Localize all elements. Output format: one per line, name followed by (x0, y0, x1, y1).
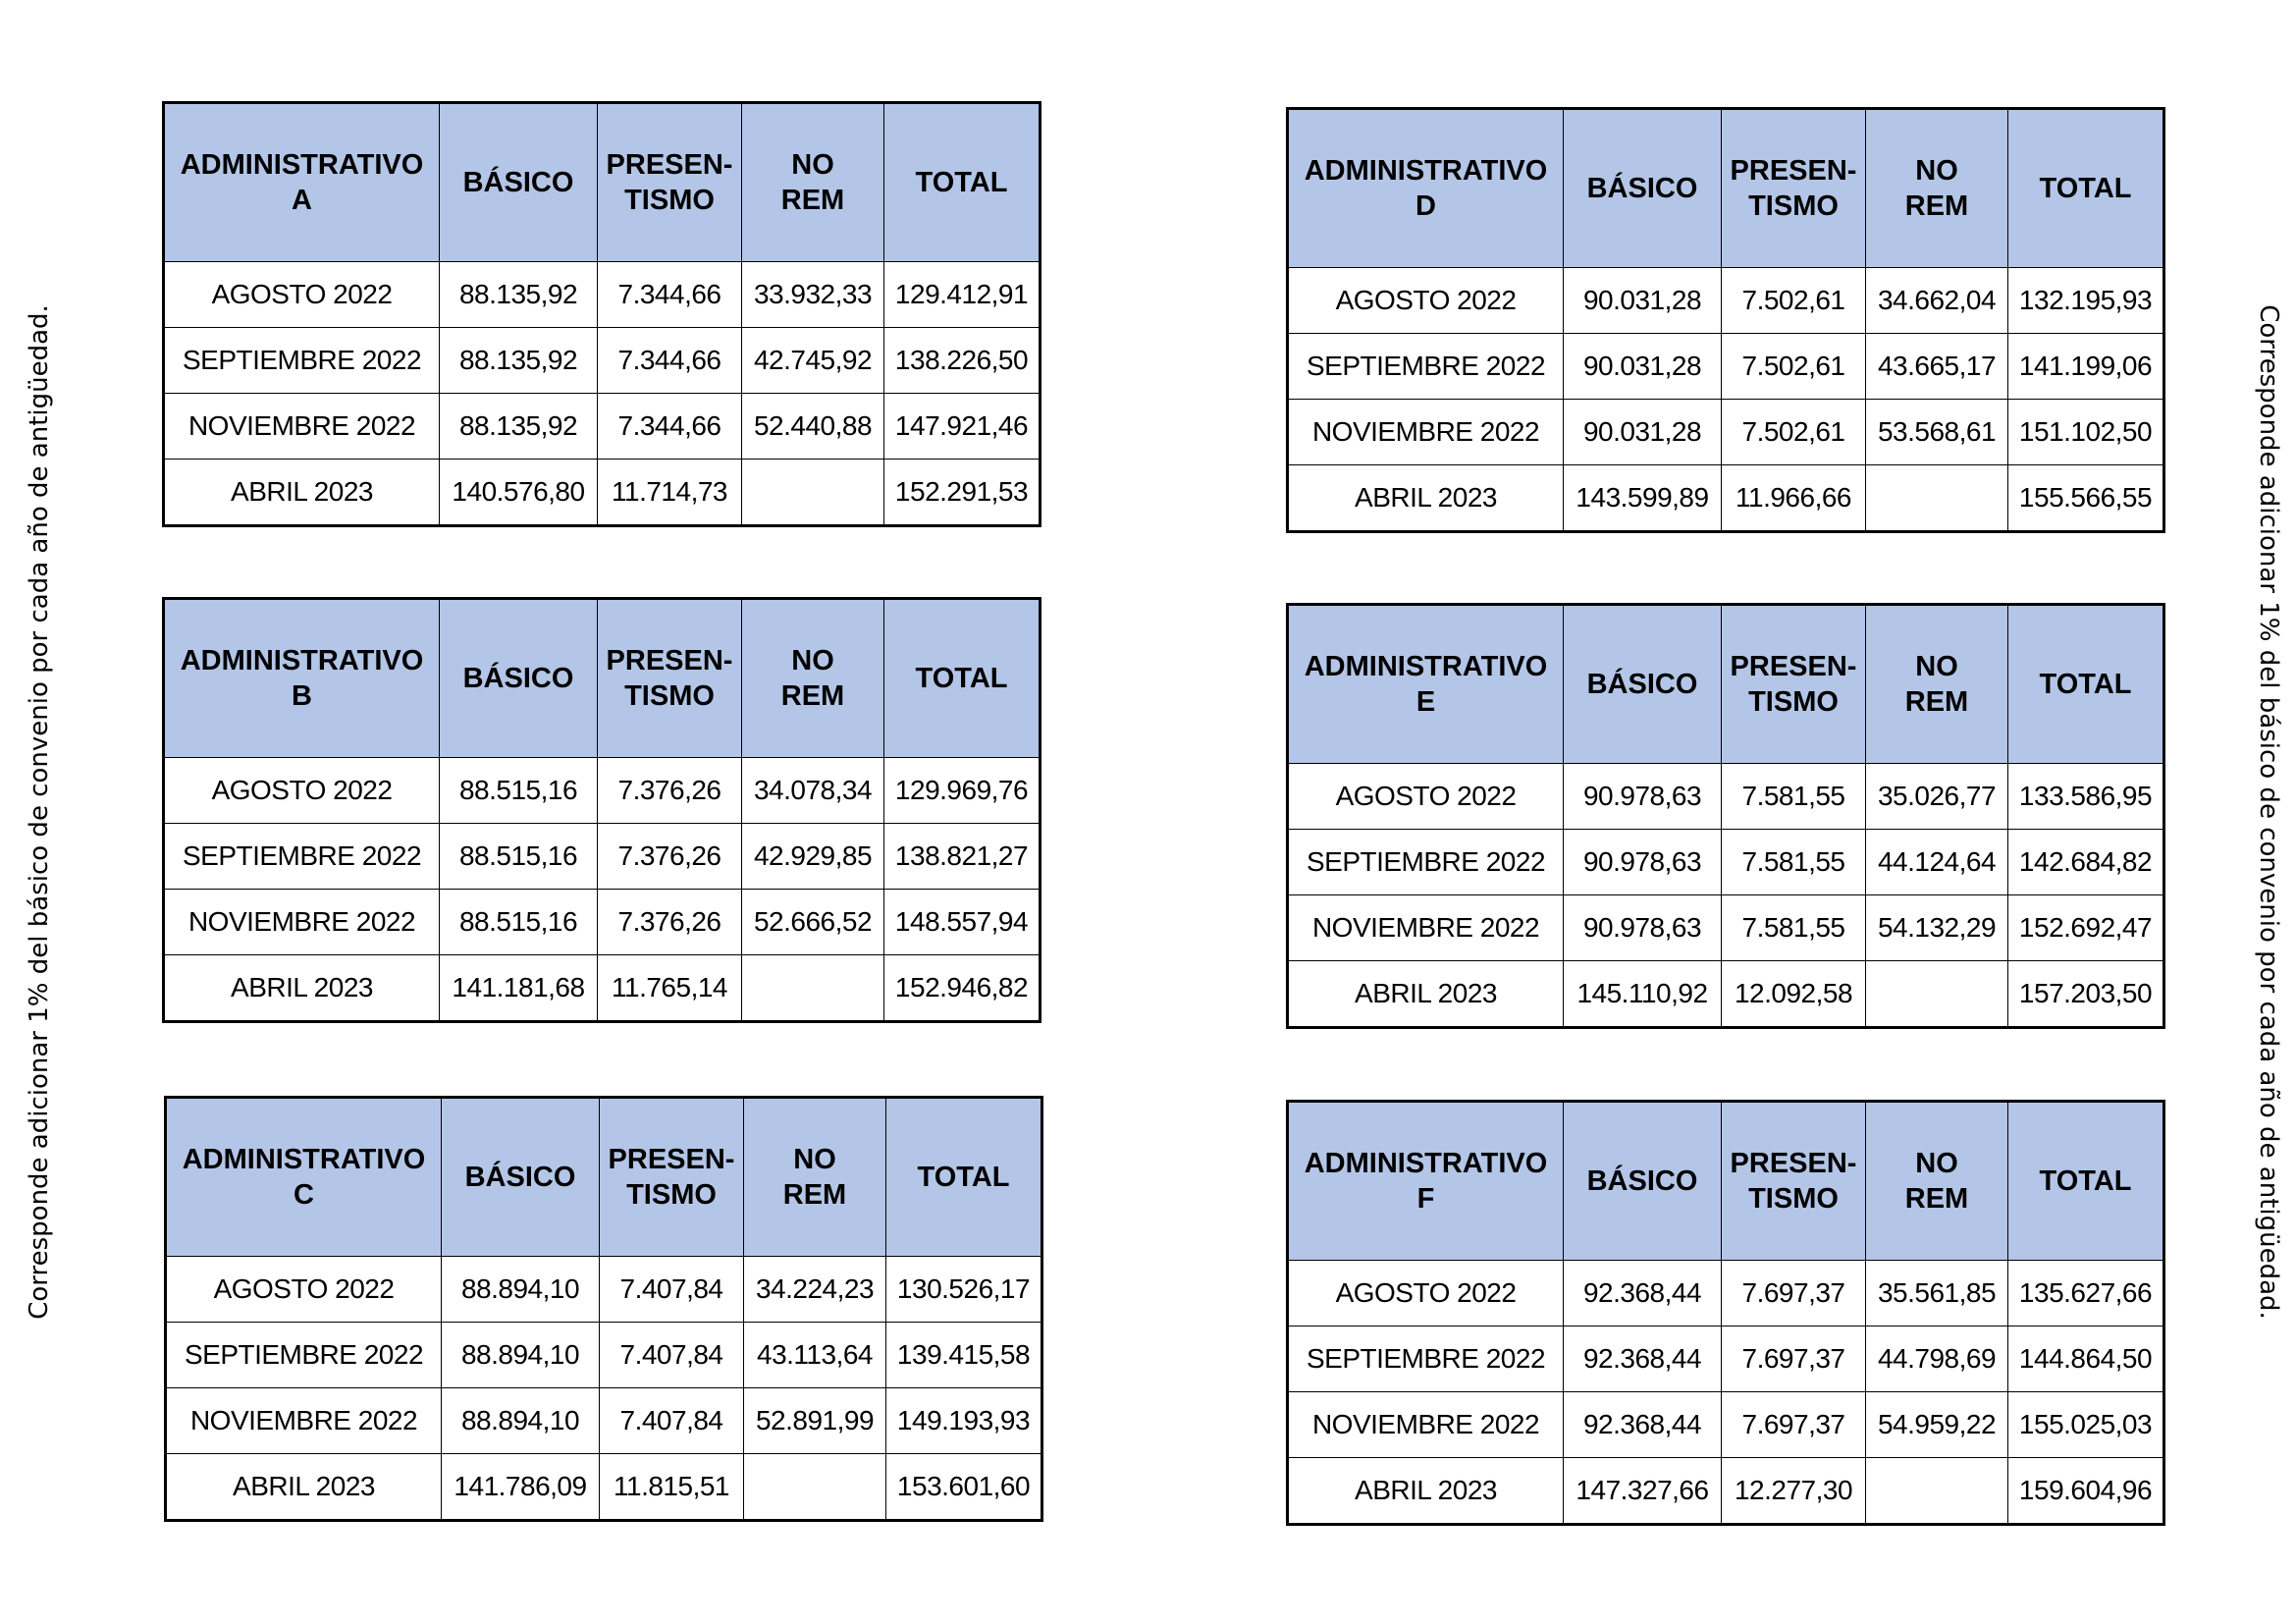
cell-no-rem (1866, 961, 2008, 1028)
header-total: TOTAL (2008, 1102, 2164, 1261)
cell-total: 135.627,66 (2008, 1261, 2164, 1326)
header-no-rem (1866, 1102, 2008, 1261)
cell-total: 152.946,82 (884, 955, 1041, 1022)
header-basico: BÁSICO (1564, 109, 1722, 268)
cell-no-rem: 44.124,64 (1866, 830, 2008, 895)
cell-basico: 88.894,10 (442, 1257, 600, 1323)
header-category-line1: ADMINISTRATIVO (1304, 1148, 1548, 1179)
header-category (1288, 1102, 1564, 1261)
header-category-letter: B (292, 680, 312, 712)
table-header-row (164, 103, 1041, 262)
cell-period: NOVIEMBRE 2022 (164, 394, 440, 460)
header-category (1288, 605, 1564, 764)
header-presentismo-line2: TISMO (626, 1179, 717, 1211)
header-basico: BÁSICO (1564, 1102, 1722, 1261)
header-presentismo-line2: TISMO (624, 185, 715, 216)
cell-period: NOVIEMBRE 2022 (166, 1388, 442, 1454)
header-category-letter: E (1415, 686, 1436, 718)
table-row (1288, 400, 2164, 465)
salary-table-d (1286, 107, 2165, 533)
header-category-line1: ADMINISTRATIVO (180, 645, 424, 677)
table-row (164, 824, 1041, 890)
salary-table-b (162, 597, 1041, 1023)
header-category-letter: D (1415, 190, 1436, 222)
cell-period: SEPTIEMBRE 2022 (164, 328, 440, 394)
cell-no-rem: 54.132,29 (1866, 895, 2008, 961)
cell-basico: 141.786,09 (442, 1454, 600, 1521)
cell-no-rem (742, 955, 884, 1022)
cell-no-rem: 42.745,92 (742, 328, 884, 394)
header-presentismo-line1: PRESEN- (1730, 651, 1857, 682)
cell-basico: 88.515,16 (440, 824, 598, 890)
cell-period: AGOSTO 2022 (164, 758, 440, 824)
table-row (166, 1388, 1042, 1454)
cell-total: 133.586,95 (2008, 764, 2164, 830)
header-category (1288, 109, 1564, 268)
header-basico: BÁSICO (440, 103, 598, 262)
cell-presentismo: 7.502,61 (1722, 400, 1866, 465)
cell-no-rem: 43.665,17 (1866, 334, 2008, 400)
header-total: TOTAL (884, 103, 1041, 262)
cell-presentismo: 7.407,84 (600, 1257, 744, 1323)
cell-period: AGOSTO 2022 (1288, 764, 1564, 830)
cell-no-rem: 34.078,34 (742, 758, 884, 824)
cell-no-rem (1866, 1458, 2008, 1525)
cell-period: SEPTIEMBRE 2022 (166, 1323, 442, 1388)
cell-basico: 90.031,28 (1564, 268, 1722, 334)
cell-presentismo: 7.581,55 (1722, 830, 1866, 895)
header-category (166, 1098, 442, 1257)
table-row (1288, 895, 2164, 961)
header-no-rem (1866, 605, 2008, 764)
header-presentismo (600, 1098, 744, 1257)
cell-presentismo: 7.376,26 (598, 758, 742, 824)
table-row (1288, 268, 2164, 334)
header-total: TOTAL (2008, 109, 2164, 268)
cell-total: 152.692,47 (2008, 895, 2164, 961)
cell-period: AGOSTO 2022 (166, 1257, 442, 1323)
cell-period: ABRIL 2023 (164, 460, 440, 526)
cell-basico: 90.978,63 (1564, 764, 1722, 830)
cell-basico: 143.599,89 (1564, 465, 1722, 532)
cell-total: 149.193,93 (886, 1388, 1042, 1454)
cell-period: ABRIL 2023 (1288, 465, 1564, 532)
cell-total: 147.921,46 (884, 394, 1041, 460)
header-presentismo-line1: PRESEN- (606, 149, 733, 181)
table-row (1288, 1392, 2164, 1458)
cell-presentismo: 7.581,55 (1722, 895, 1866, 961)
cell-presentismo: 12.092,58 (1722, 961, 1866, 1028)
cell-total: 141.199,06 (2008, 334, 2164, 400)
cell-total: 142.684,82 (2008, 830, 2164, 895)
cell-presentismo: 7.697,37 (1722, 1326, 1866, 1392)
header-no-rem-line2: REM (782, 1179, 847, 1211)
header-no-rem-line1: NO (1915, 155, 1958, 187)
cell-basico: 92.368,44 (1564, 1261, 1722, 1326)
header-no-rem-line1: NO (791, 149, 834, 181)
cell-total: 157.203,50 (2008, 961, 2164, 1028)
cell-total: 138.226,50 (884, 328, 1041, 394)
cell-period: SEPTIEMBRE 2022 (1288, 334, 1564, 400)
cell-presentismo: 7.502,61 (1722, 334, 1866, 400)
cell-basico: 145.110,92 (1564, 961, 1722, 1028)
table-header-row (164, 599, 1041, 758)
header-category-letter: C (294, 1179, 314, 1211)
cell-basico: 92.368,44 (1564, 1392, 1722, 1458)
cell-no-rem (742, 460, 884, 526)
header-no-rem-line1: NO (791, 645, 834, 677)
cell-basico: 90.978,63 (1564, 895, 1722, 961)
cell-basico: 88.135,92 (440, 328, 598, 394)
header-no-rem (744, 1098, 886, 1257)
header-total: TOTAL (886, 1098, 1042, 1257)
header-category (164, 103, 440, 262)
cell-total: 129.969,76 (884, 758, 1041, 824)
table-header-row (166, 1098, 1042, 1257)
header-presentismo-line2: TISMO (1748, 1183, 1839, 1215)
table-row (1288, 1326, 2164, 1392)
cell-total: 153.601,60 (886, 1454, 1042, 1521)
cell-no-rem: 34.224,23 (744, 1257, 886, 1323)
cell-no-rem: 44.798,69 (1866, 1326, 2008, 1392)
cell-presentismo: 7.344,66 (598, 328, 742, 394)
cell-basico: 88.135,92 (440, 262, 598, 328)
header-no-rem-line2: REM (1904, 1183, 1969, 1215)
header-no-rem (742, 599, 884, 758)
header-category (164, 599, 440, 758)
cell-no-rem: 52.891,99 (744, 1388, 886, 1454)
header-category-line1: ADMINISTRATIVO (1304, 155, 1548, 187)
table-row (1288, 764, 2164, 830)
table-row (164, 955, 1041, 1022)
cell-total: 144.864,50 (2008, 1326, 2164, 1392)
table-row (164, 460, 1041, 526)
side-note-right: Corresponde adicionar 1% del básico de convenio por cada año de antigüedad. (2254, 304, 2283, 1320)
header-presentismo-line2: TISMO (1748, 190, 1839, 222)
header-presentismo-line2: TISMO (1748, 686, 1839, 718)
cell-presentismo: 11.765,14 (598, 955, 742, 1022)
header-presentismo (598, 599, 742, 758)
cell-presentismo: 7.376,26 (598, 890, 742, 955)
cell-presentismo: 7.344,66 (598, 262, 742, 328)
cell-basico: 88.894,10 (442, 1323, 600, 1388)
salary-table-a (162, 101, 1041, 527)
cell-basico: 88.515,16 (440, 758, 598, 824)
side-note-left: Corresponde adicionar 1% del básico de convenio por cada año de antigüedad. (25, 304, 54, 1320)
cell-basico: 140.576,80 (440, 460, 598, 526)
header-category-letter: F (1416, 1183, 1435, 1215)
cell-period: SEPTIEMBRE 2022 (1288, 830, 1564, 895)
header-category-letter: A (292, 185, 312, 216)
table-row (1288, 1458, 2164, 1525)
header-no-rem-line1: NO (1915, 1148, 1958, 1179)
header-no-rem-line1: NO (793, 1144, 836, 1175)
cell-period: NOVIEMBRE 2022 (164, 890, 440, 955)
table-row (1288, 465, 2164, 532)
header-presentismo (1722, 109, 1866, 268)
cell-period: NOVIEMBRE 2022 (1288, 400, 1564, 465)
header-presentismo-line1: PRESEN- (608, 1144, 735, 1175)
cell-total: 151.102,50 (2008, 400, 2164, 465)
header-presentismo-line1: PRESEN- (606, 645, 733, 677)
cell-total: 129.412,91 (884, 262, 1041, 328)
cell-total: 130.526,17 (886, 1257, 1042, 1323)
cell-no-rem: 53.568,61 (1866, 400, 2008, 465)
cell-total: 155.025,03 (2008, 1392, 2164, 1458)
cell-no-rem: 34.662,04 (1866, 268, 2008, 334)
cell-no-rem: 42.929,85 (742, 824, 884, 890)
table-row (1288, 961, 2164, 1028)
header-category-line1: ADMINISTRATIVO (1304, 651, 1548, 682)
salary-table-c (164, 1096, 1043, 1522)
cell-presentismo: 7.344,66 (598, 394, 742, 460)
cell-no-rem (1866, 465, 2008, 532)
table-row (166, 1454, 1042, 1521)
cell-presentismo: 11.966,66 (1722, 465, 1866, 532)
header-presentismo-line1: PRESEN- (1730, 155, 1857, 187)
cell-period: ABRIL 2023 (166, 1454, 442, 1521)
cell-basico: 90.978,63 (1564, 830, 1722, 895)
cell-period: NOVIEMBRE 2022 (1288, 1392, 1564, 1458)
cell-total: 155.566,55 (2008, 465, 2164, 532)
cell-total: 159.604,96 (2008, 1458, 2164, 1525)
cell-presentismo: 7.581,55 (1722, 764, 1866, 830)
header-no-rem-line2: REM (1904, 686, 1969, 718)
salary-table-e (1286, 603, 2165, 1029)
cell-period: SEPTIEMBRE 2022 (164, 824, 440, 890)
cell-total: 148.557,94 (884, 890, 1041, 955)
table-row (1288, 334, 2164, 400)
cell-presentismo: 11.815,51 (600, 1454, 744, 1521)
cell-basico: 90.031,28 (1564, 400, 1722, 465)
table-row (1288, 830, 2164, 895)
cell-presentismo: 11.714,73 (598, 460, 742, 526)
table-row (166, 1257, 1042, 1323)
cell-presentismo: 7.697,37 (1722, 1261, 1866, 1326)
table-row (164, 890, 1041, 955)
cell-presentismo: 7.502,61 (1722, 268, 1866, 334)
header-presentismo (598, 103, 742, 262)
header-basico: BÁSICO (442, 1098, 600, 1257)
table-header-row (1288, 605, 2164, 764)
cell-no-rem: 35.026,77 (1866, 764, 2008, 830)
header-presentismo (1722, 1102, 1866, 1261)
salary-table-f (1286, 1100, 2165, 1526)
cell-no-rem: 52.666,52 (742, 890, 884, 955)
cell-no-rem: 43.113,64 (744, 1323, 886, 1388)
table-row (166, 1323, 1042, 1388)
header-total: TOTAL (2008, 605, 2164, 764)
cell-period: ABRIL 2023 (1288, 1458, 1564, 1525)
cell-presentismo: 7.407,84 (600, 1388, 744, 1454)
cell-no-rem: 33.932,33 (742, 262, 884, 328)
header-no-rem (742, 103, 884, 262)
table-row (164, 262, 1041, 328)
cell-basico: 147.327,66 (1564, 1458, 1722, 1525)
cell-total: 132.195,93 (2008, 268, 2164, 334)
header-no-rem-line1: NO (1915, 651, 1958, 682)
table-header-row (1288, 109, 2164, 268)
header-basico: BÁSICO (440, 599, 598, 758)
header-total: TOTAL (884, 599, 1041, 758)
header-no-rem-line2: REM (780, 185, 845, 216)
header-category-line1: ADMINISTRATIVO (180, 149, 424, 181)
cell-period: AGOSTO 2022 (1288, 268, 1564, 334)
cell-basico: 88.135,92 (440, 394, 598, 460)
cell-presentismo: 7.407,84 (600, 1323, 744, 1388)
cell-no-rem: 54.959,22 (1866, 1392, 2008, 1458)
header-basico: BÁSICO (1564, 605, 1722, 764)
header-no-rem-line2: REM (1904, 190, 1969, 222)
cell-no-rem: 52.440,88 (742, 394, 884, 460)
cell-period: NOVIEMBRE 2022 (1288, 895, 1564, 961)
cell-period: SEPTIEMBRE 2022 (1288, 1326, 1564, 1392)
header-presentismo-line2: TISMO (624, 680, 715, 712)
table-header-row (1288, 1102, 2164, 1261)
cell-total: 138.821,27 (884, 824, 1041, 890)
cell-total: 152.291,53 (884, 460, 1041, 526)
cell-period: ABRIL 2023 (1288, 961, 1564, 1028)
cell-period: ABRIL 2023 (164, 955, 440, 1022)
cell-presentismo: 7.376,26 (598, 824, 742, 890)
cell-period: AGOSTO 2022 (1288, 1261, 1564, 1326)
header-presentismo-line1: PRESEN- (1730, 1148, 1857, 1179)
cell-basico: 88.515,16 (440, 890, 598, 955)
table-row (164, 394, 1041, 460)
header-category-line1: ADMINISTRATIVO (182, 1144, 426, 1175)
cell-presentismo: 7.697,37 (1722, 1392, 1866, 1458)
cell-period: AGOSTO 2022 (164, 262, 440, 328)
cell-basico: 141.181,68 (440, 955, 598, 1022)
cell-basico: 92.368,44 (1564, 1326, 1722, 1392)
cell-no-rem: 35.561,85 (1866, 1261, 2008, 1326)
header-no-rem-line2: REM (780, 680, 845, 712)
table-row (1288, 1261, 2164, 1326)
cell-total: 139.415,58 (886, 1323, 1042, 1388)
header-no-rem (1866, 109, 2008, 268)
cell-basico: 90.031,28 (1564, 334, 1722, 400)
table-row (164, 328, 1041, 394)
cell-no-rem (744, 1454, 886, 1521)
header-presentismo (1722, 605, 1866, 764)
cell-presentismo: 12.277,30 (1722, 1458, 1866, 1525)
cell-basico: 88.894,10 (442, 1388, 600, 1454)
table-row (164, 758, 1041, 824)
